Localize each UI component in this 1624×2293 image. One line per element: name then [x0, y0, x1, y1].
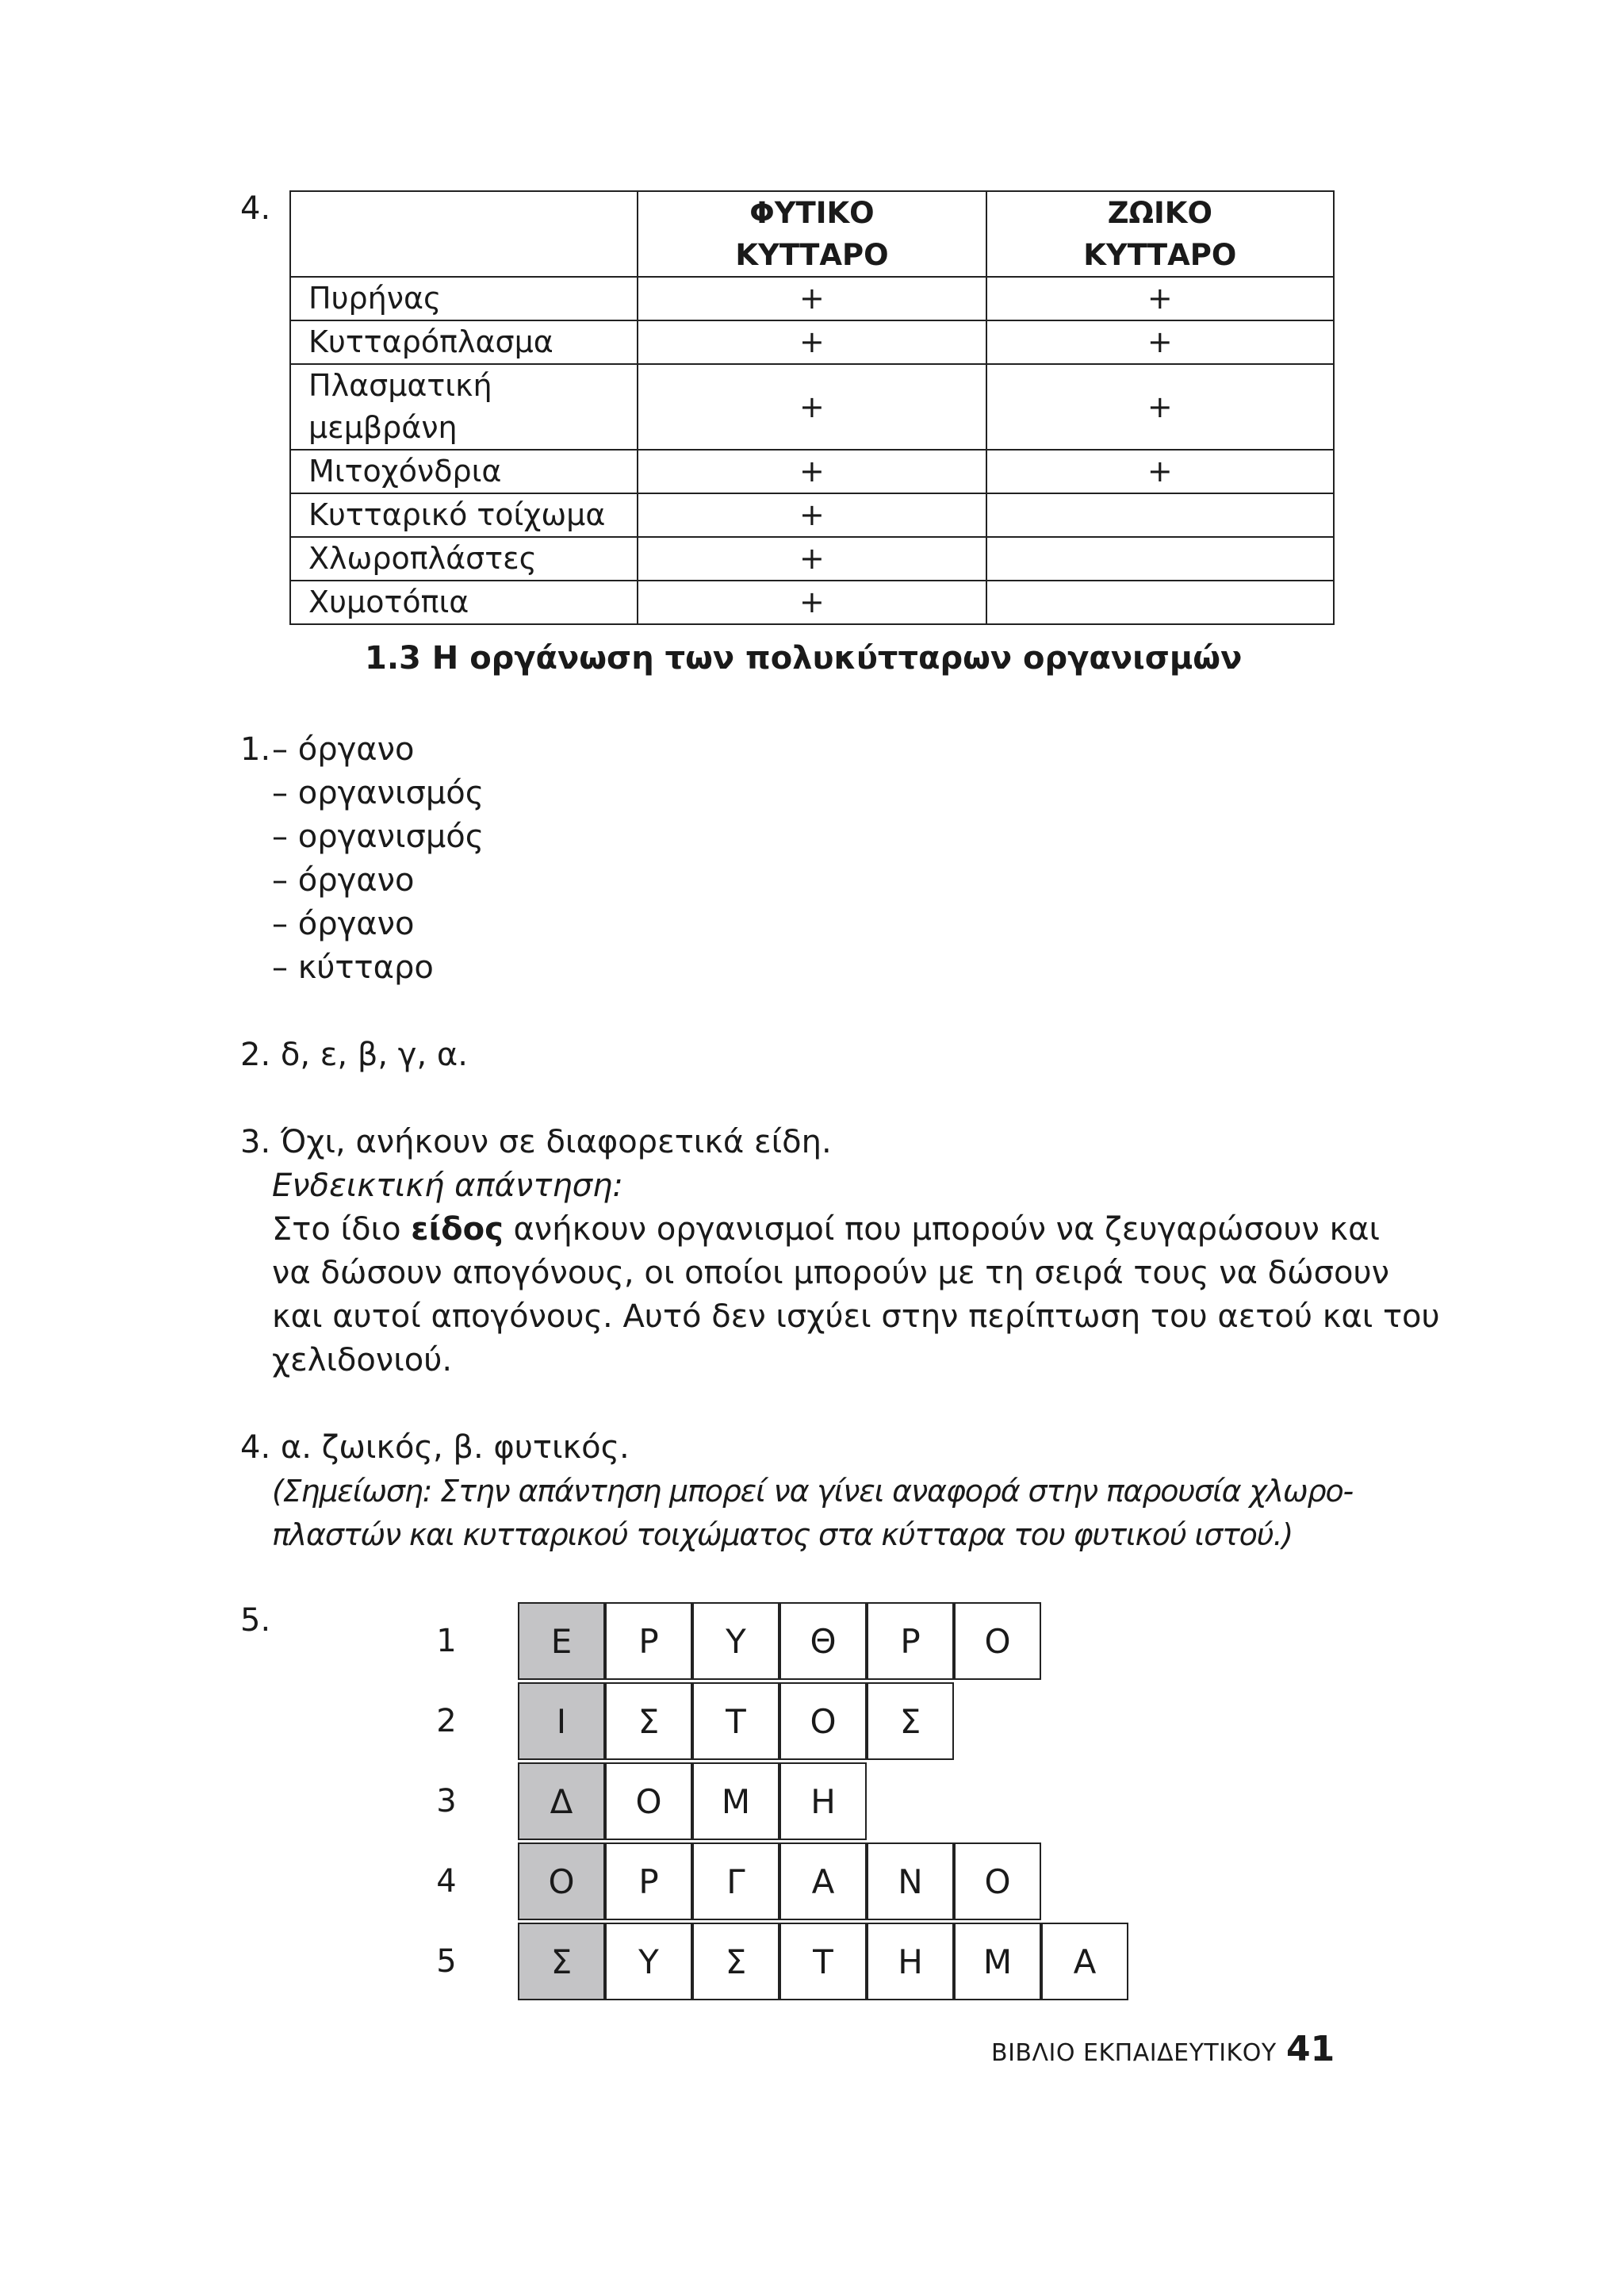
plant-mark: +: [638, 277, 986, 320]
organelle-label: Πυρήνας: [290, 277, 638, 320]
q3-hint: Ενδεικτική απάντηση:: [272, 1168, 623, 1204]
crossword-cell: Σ: [605, 1682, 692, 1760]
crossword-cell: Μ: [692, 1762, 779, 1840]
list-item: – όργανο: [272, 731, 415, 768]
crossword-cell: Ρ: [605, 1602, 692, 1680]
table-row: [290, 581, 1334, 624]
q1-number: 1.: [240, 731, 271, 768]
crossword-cell: Τ: [779, 1923, 867, 2000]
plant-mark: +: [638, 493, 986, 537]
crossword-cell: Τ: [692, 1682, 779, 1760]
header-plant-cell: [638, 191, 986, 277]
crossword-key-cell: Ο: [518, 1842, 605, 1920]
crossword-cell: Σ: [692, 1923, 779, 2000]
crossword-cell: Ρ: [867, 1602, 954, 1680]
header-animal-line2: ΚΥΤΤΑΡΟ: [1083, 238, 1237, 272]
crossword-cell: Α: [1041, 1923, 1128, 2000]
crossword-row-number: 5: [436, 1943, 457, 1980]
organelle-label: Μιτοχόνδρια: [290, 450, 638, 493]
plant-mark: +: [638, 450, 986, 493]
plant-mark: +: [638, 581, 986, 624]
crossword-cell: Ρ: [605, 1842, 692, 1920]
paragraph-line: χελιδονιού.: [272, 1342, 453, 1378]
header-animal-cell: [986, 191, 1334, 277]
plant-mark: +: [638, 364, 986, 450]
animal-mark: +: [986, 277, 1334, 320]
crossword-cell: Θ: [779, 1602, 867, 1680]
crossword-cell: Α: [779, 1842, 867, 1920]
table-row: [290, 493, 1334, 537]
table-row: [290, 277, 1334, 320]
animal-mark: [986, 537, 1334, 581]
organelle-label: Κυτταρικό τοίχωμα: [290, 493, 638, 537]
organelle-label: Χλωροπλάστες: [290, 537, 638, 581]
q5-number: 5.: [240, 1602, 271, 1639]
cell-comparison-table: [289, 190, 1335, 625]
crossword-cell: Ο: [954, 1842, 1041, 1920]
q3-answer: 3. Όχι, ανήκουν σε διαφορετικά είδη.: [240, 1124, 832, 1160]
animal-mark: +: [986, 450, 1334, 493]
crossword-cell: Ο: [779, 1682, 867, 1760]
header-animal-line1: ΖΩΙΚΟ: [1107, 196, 1212, 230]
crossword-cell: Υ: [605, 1923, 692, 2000]
organelle-label: Κυτταρόπλασμα: [290, 320, 638, 364]
q4-answer: 4. α. ζωικός, β. φυτικός.: [240, 1429, 630, 1466]
table-row: [290, 450, 1334, 493]
page-number: 41: [1286, 2029, 1335, 2069]
list-item: – οργανισμός: [272, 775, 485, 811]
paragraph-line: [272, 1208, 1381, 1252]
animal-mark: +: [986, 320, 1334, 364]
header-empty: [290, 191, 638, 277]
crossword-key-cell: Ε: [518, 1602, 605, 1680]
q1-list: [272, 728, 484, 990]
list-item: – οργανισμός: [272, 819, 485, 855]
table-row: [290, 537, 1334, 581]
crossword-row-number: 2: [436, 1703, 457, 1739]
plant-mark: +: [638, 320, 986, 364]
q2-answer: 2. δ, ε, β, γ, α.: [240, 1037, 468, 1073]
crossword-row-number: 3: [436, 1783, 457, 1819]
text-run: Στο ίδιο: [272, 1211, 412, 1248]
footer-book-label: ΒΙΒΛΙΟ ΕΚΠΑΙΔΕΥΤΙΚΟΥ: [991, 2039, 1277, 2067]
crossword-key-cell: Σ: [518, 1923, 605, 2000]
text-run: ανήκουν οργανισμοί που μπορούν να ζευγαρώσουν και: [503, 1211, 1381, 1248]
table-row: [290, 364, 1334, 450]
plant-mark: +: [638, 537, 986, 581]
organelle-label: Χυμοτόπια: [290, 581, 638, 624]
note-line: πλαστών και κυτταρικού τοιχώματος στα κύτταρα του φυτικού ιστού.): [272, 1517, 1293, 1552]
bold-term: είδος: [411, 1211, 504, 1248]
crossword-row-number: 4: [436, 1863, 457, 1900]
crossword-key-cell: Δ: [518, 1762, 605, 1840]
crossword-cell: Σ: [867, 1682, 954, 1760]
organelle-label: Πλασματική μεμβράνη: [290, 364, 638, 450]
crossword-cell: Ν: [867, 1842, 954, 1920]
paragraph-line: να δώσουν απογόνους, οι οποίοι μπορούν με τη σειρά τους να δώσουν: [272, 1255, 1389, 1291]
list-item: – κύτταρο: [272, 949, 434, 986]
animal-mark: +: [986, 364, 1334, 450]
crossword-row-number: 1: [436, 1623, 457, 1659]
crossword-cell: Ο: [954, 1602, 1041, 1680]
crossword-key-cell: Ι: [518, 1682, 605, 1760]
list-item: – όργανο: [272, 906, 415, 942]
crossword-cell: Η: [867, 1923, 954, 2000]
paragraph-line: και αυτοί απογόνους. Αυτό δεν ισχύει στην περίπτωση του αετού και του: [272, 1298, 1440, 1335]
list-item: – όργανο: [272, 862, 415, 899]
animal-mark: [986, 493, 1334, 537]
header-plant-line1: ΦΥΤΙΚΟ: [749, 196, 875, 230]
q3-explanation: [272, 1208, 1440, 1382]
crossword-cell: Μ: [954, 1923, 1041, 2000]
section-heading: 1.3 Η οργάνωση των πολυκύτταρων οργανισμών: [365, 640, 1243, 677]
q4-note: [272, 1470, 1354, 1557]
note-line: (Σημείωση: Στην απάντηση μπορεί να γίνει αναφορά στην παρουσία χλωρο-: [272, 1474, 1354, 1509]
section-4-number: 4.: [240, 190, 271, 227]
crossword-cell: Ο: [605, 1762, 692, 1840]
crossword-cell: Υ: [692, 1602, 779, 1680]
crossword-cell: Η: [779, 1762, 867, 1840]
animal-mark: [986, 581, 1334, 624]
table-header-row: [290, 191, 1334, 277]
crossword-cell: Γ: [692, 1842, 779, 1920]
table-row: [290, 320, 1334, 364]
header-plant-line2: ΚΥΤΤΑΡΟ: [735, 238, 889, 272]
